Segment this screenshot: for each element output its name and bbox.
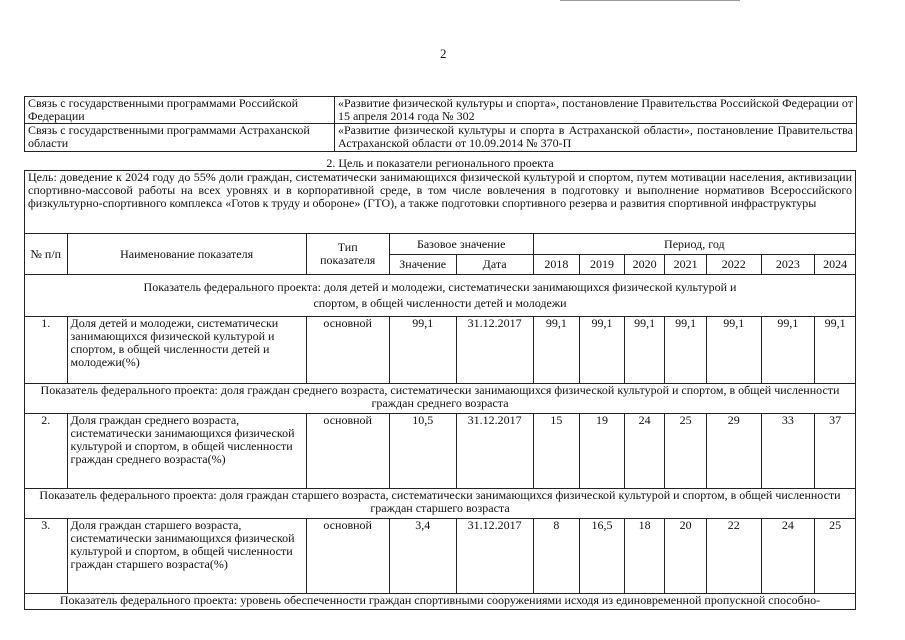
row-date: 31.12.2017 (456, 519, 533, 594)
row-year-value: 24 (624, 414, 665, 489)
row-year-value: 99,1 (533, 317, 580, 384)
table-row (25, 414, 856, 489)
row-year-value: 99,1 (815, 317, 856, 384)
header-value: Значение (389, 255, 456, 275)
header-year: 2024 (815, 255, 856, 275)
row-type: основной (306, 519, 389, 594)
row-name: Доля детей и молодежи, систематически занимающихся физической культурой и спортом, в общей численности детей и молодежи(%) (67, 317, 306, 384)
row-value: 3,4 (389, 519, 456, 594)
page-number: 2 (440, 46, 447, 61)
header-period: Период, год (533, 234, 855, 255)
row-value: 99,1 (389, 317, 456, 384)
row-year-value: 99,1 (580, 317, 625, 384)
row-year-value: 29 (706, 414, 761, 489)
row-year-value: 25 (665, 414, 707, 489)
link-label: Связь с государственными программами Российской Федерации (25, 97, 335, 124)
row-year-value: 37 (815, 414, 856, 489)
goal-text: Цель: доведение к 2024 году до 55% доли граждан, систематически занимающихся физической культурой и спортом, путем мотивации населения, активизации спортивно-массовой работы на всех уровнях и в корпоративной среде, в том числе вовлечения в подготовку и выполнение нормативов Всероссийского физкультурно-спортивного комплекса «Готов к труду и обороне» (ГТО), а также подготовки спортивного резерва и развития спортивной инфраструктуры (25, 171, 856, 234)
federal-indicator-row: Показатель федерального проекта: доля граждан старшего возраста, систематически занимающихся физической культурой и спортом, в общей численности граждан старшего возраста (25, 489, 856, 519)
header-type: Тип показателя (306, 234, 389, 275)
program-links-table (24, 96, 857, 152)
federal-indicator-row: Показатель федерального проекта: доля детей и молодежи, систематически занимающихся физической культурой и спортом, в общей численности детей и молодежи (25, 275, 856, 317)
header-year: 2018 (533, 255, 580, 275)
row-year-value: 18 (624, 519, 665, 594)
header-year: 2020 (624, 255, 665, 275)
header-year: 2021 (665, 255, 707, 275)
header-base: Базовое значение (389, 234, 533, 255)
row-year-value: 99,1 (706, 317, 761, 384)
link-row (25, 97, 857, 124)
header-year: 2019 (580, 255, 625, 275)
link-value: «Развитие физической культуры и спорта в Астраханской области», постановление Правительства Астраханской области от 10.09.2014 № 370-П (335, 124, 857, 152)
row-year-value: 99,1 (624, 317, 665, 384)
link-value: «Развитие физической культуры и спорта», постановление Правительства Российской Федерации от 15 апреля 2014 года № 302 (335, 97, 857, 124)
row-num: 3. (25, 519, 68, 594)
row-year-value: 33 (761, 414, 815, 489)
header-name: Наименование показателя (67, 234, 306, 275)
header-year: 2023 (761, 255, 815, 275)
link-label: Связь с государственными программами Астраханской области (25, 124, 335, 152)
row-num: 1. (25, 317, 68, 384)
row-year-value: 16,5 (580, 519, 625, 594)
row-year-value: 99,1 (665, 317, 707, 384)
table-row (25, 317, 856, 384)
row-year-value: 20 (665, 519, 707, 594)
row-year-value: 22 (706, 519, 761, 594)
federal-indicator-row: Показатель федерального проекта: доля граждан среднего возраста, систематически занимающихся физической культурой и спортом, в общей численности граждан среднего возраста (25, 384, 856, 414)
row-date: 31.12.2017 (456, 317, 533, 384)
header-num: № п/п (25, 234, 68, 275)
header-date: Дата (456, 255, 533, 275)
section-title: 2. Цель и показатели регионального проекта (326, 156, 554, 170)
federal-indicator-row: Показатель федерального проекта: уровень обеспеченности граждан спортивными сооружениями исходя из единовременной пропускной способно- (25, 594, 856, 610)
row-year-value: 8 (533, 519, 580, 594)
row-name: Доля граждан среднего возраста, систематически занимающихся физической культурой и спортом, в общей численности граждан среднего возраста(%) (67, 414, 306, 489)
row-year-value: 24 (761, 519, 815, 594)
row-year-value: 25 (815, 519, 856, 594)
row-num: 2. (25, 414, 68, 489)
row-value: 10,5 (389, 414, 456, 489)
row-year-value: 15 (533, 414, 580, 489)
row-year-value: 19 (580, 414, 625, 489)
table-row (25, 519, 856, 594)
row-type: основной (306, 414, 389, 489)
link-row (25, 124, 857, 152)
row-year-value: 99,1 (761, 317, 815, 384)
row-date: 31.12.2017 (456, 414, 533, 489)
row-type: основной (306, 317, 389, 384)
row-name: Доля граждан старшего возраста, систематически занимающихся физической культурой и спортом, в общей численности граждан старшего возраста(%) (67, 519, 306, 594)
scan-artifact-line (560, 0, 740, 3)
indicators-table (24, 170, 856, 610)
header-year: 2022 (706, 255, 761, 275)
